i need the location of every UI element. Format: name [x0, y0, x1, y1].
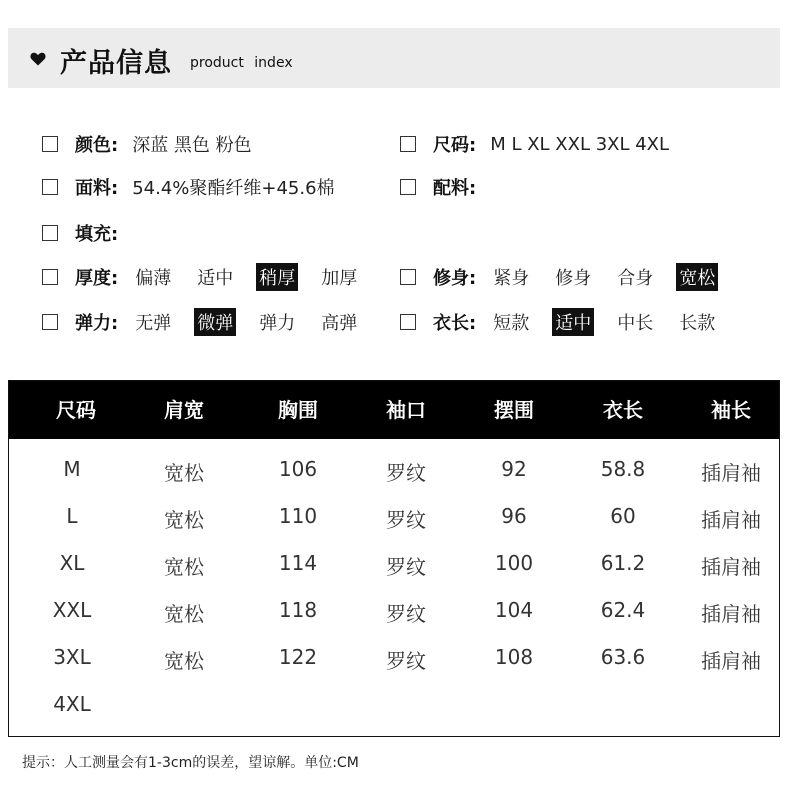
- measurement-note: 提示：人工测量会有1-3cm的误差，望谅解。单位:CM: [22, 755, 359, 771]
- option-thick: 加厚: [321, 268, 358, 289]
- attr-filling: [42, 220, 132, 246]
- table-cell: 宽松: [164, 461, 204, 485]
- option-long: 长款: [679, 313, 716, 334]
- table-cell: 插肩袖: [701, 602, 761, 626]
- table-cell: 92: [501, 457, 527, 481]
- option-thin: 偏薄: [135, 268, 172, 289]
- table-cell: 宽松: [164, 649, 204, 673]
- table-cell: 60: [610, 504, 636, 528]
- table-cell: 插肩袖: [701, 555, 761, 579]
- attr-label: 厚度:: [75, 268, 119, 289]
- attr-size: [400, 131, 669, 157]
- table-cell: 罗纹: [386, 461, 426, 485]
- checkbox: [42, 269, 58, 285]
- attr-label: 尺码:: [433, 135, 477, 156]
- table-cell: 罗纹: [386, 649, 426, 673]
- option-regular-length-selected: 适中: [552, 308, 594, 336]
- attr-fabric: [42, 174, 335, 200]
- table-cell: 114: [278, 551, 318, 575]
- option-high-stretch: 高弹: [321, 313, 358, 334]
- table-cell: 罗纹: [386, 508, 426, 532]
- attr-accessory: [400, 174, 490, 200]
- option-regular: 合身: [617, 268, 654, 289]
- table-cell: 61.2: [600, 551, 646, 575]
- table-cell: 插肩袖: [701, 649, 761, 673]
- table-cell: 122: [278, 645, 318, 669]
- size-table: [8, 380, 780, 737]
- checkbox: [400, 269, 416, 285]
- attr-color: [42, 131, 252, 157]
- attr-label: 颜色:: [75, 135, 119, 156]
- checkbox: [42, 136, 58, 152]
- option-tight: 紧身: [493, 268, 530, 289]
- table-cell: 3XL: [53, 645, 91, 669]
- table-cell: 58.8: [600, 457, 646, 481]
- option-slim: 修身: [555, 268, 592, 289]
- option-slightly-thick-selected: 稍厚: [256, 263, 298, 291]
- checkbox: [400, 136, 416, 152]
- table-cell: 插肩袖: [701, 508, 761, 532]
- option-mid-length: 中长: [617, 313, 654, 334]
- checkbox: [42, 225, 58, 241]
- table-cell: XXL: [52, 598, 92, 622]
- table-cell: 宽松: [164, 602, 204, 626]
- option-slight-stretch-selected: 微弹: [194, 308, 236, 336]
- attr-label: 修身:: [433, 268, 477, 289]
- table-cell: 插肩袖: [701, 461, 761, 485]
- column-header: 胸围: [278, 398, 318, 422]
- table-cell: 罗纹: [386, 602, 426, 626]
- option-no-stretch: 无弹: [135, 313, 172, 334]
- heart-icon: [30, 52, 46, 66]
- table-cell: 118: [278, 598, 318, 622]
- attr-label: 配料:: [433, 178, 477, 199]
- table-cell: L: [66, 504, 78, 528]
- table-cell: 100: [494, 551, 534, 575]
- table-cell: 104: [494, 598, 534, 622]
- table-cell: 96: [501, 504, 527, 528]
- table-cell: 宽松: [164, 508, 204, 532]
- attr-elasticity: [42, 309, 380, 335]
- option-short: 短款: [493, 313, 530, 334]
- checkbox: [42, 314, 58, 330]
- attr-value: M L XL XXL 3XL 4XL: [490, 133, 670, 155]
- checkbox: [400, 179, 416, 195]
- attr-value: 54.4%聚酯纤维+45.6棉: [132, 178, 335, 199]
- option-stretch: 弹力: [259, 313, 296, 334]
- table-header: [9, 381, 779, 439]
- table-cell: 108: [494, 645, 534, 669]
- column-header: 袖口: [386, 398, 426, 422]
- page-title: 产品信息: [60, 48, 172, 79]
- column-header: 尺码: [56, 398, 96, 422]
- attr-thickness: [42, 264, 380, 290]
- attr-fit: [400, 264, 738, 290]
- attr-label: 填充:: [75, 224, 119, 245]
- table-cell: M: [63, 457, 81, 481]
- attr-length: [400, 309, 738, 335]
- page-subtitle: product index: [190, 55, 293, 71]
- table-cell: 62.4: [600, 598, 646, 622]
- column-header: 衣长: [603, 398, 643, 422]
- table-cell: XL: [59, 551, 85, 575]
- option-moderate: 适中: [197, 268, 234, 289]
- table-cell: 106: [278, 457, 318, 481]
- table-cell: 宽松: [164, 555, 204, 579]
- column-header: 袖长: [711, 398, 751, 422]
- section-header: [8, 28, 780, 88]
- attr-value: 深蓝 黑色 粉色: [132, 135, 252, 156]
- attr-label: 弹力:: [75, 313, 119, 334]
- table-cell: 4XL: [53, 692, 91, 716]
- checkbox: [42, 179, 58, 195]
- attr-label: 衣长:: [433, 313, 477, 334]
- column-header: 摆围: [494, 398, 534, 422]
- checkbox: [400, 314, 416, 330]
- attr-label: 面料:: [75, 178, 119, 199]
- column-header: 肩宽: [164, 398, 204, 422]
- table-cell: 63.6: [600, 645, 646, 669]
- table-cell: 罗纹: [386, 555, 426, 579]
- option-loose-selected: 宽松: [676, 263, 718, 291]
- table-cell: 110: [278, 504, 318, 528]
